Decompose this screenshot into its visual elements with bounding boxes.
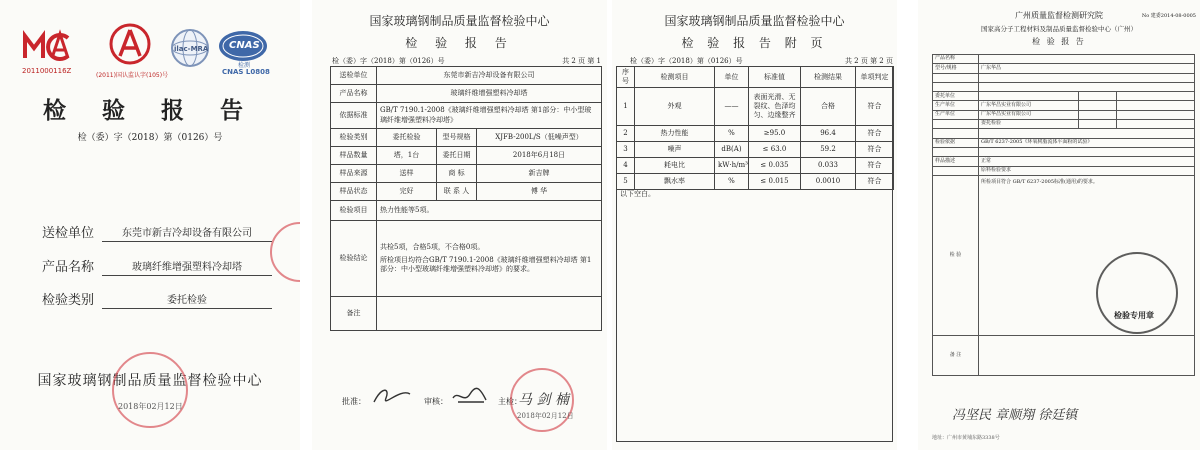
cover-product-label: 产品名称 [42, 260, 95, 275]
gz-value: 广东华昌实业有限公司 [979, 101, 1079, 110]
cell: 4 [617, 158, 635, 174]
gz-signatures: 冯坚民 章顺翔 徐廷镇 [952, 408, 1078, 423]
conclusion-line-1: 共检5项，合格5项，不合格0项。 [380, 242, 485, 251]
cell: 符合 [856, 126, 894, 142]
gz-label [933, 82, 979, 91]
cell: 热力性能 [635, 126, 715, 142]
cell: dB(A) [715, 142, 749, 158]
conclusion-line-2: 所检项目均符合GB/T 7190.1-2008《玻璃纤维增强塑料冷却塔 第1部分：中小型玻璃纤维增强塑料冷却塔》的要求。 [380, 255, 592, 274]
contact-label: 联 系 人 [437, 183, 477, 201]
remark-label: 备注 [331, 297, 377, 331]
col-header: 序号 [617, 67, 635, 88]
cell: ≤ 0.015 [749, 174, 801, 190]
cell: 噪声 [635, 142, 715, 158]
gz-value [979, 73, 1195, 82]
cover-title: 检 验 报 告 [42, 97, 258, 124]
items-value: 热力性能等5项。 [377, 201, 602, 221]
report-stamp-date: 2018年02月12日 [517, 412, 574, 420]
gz-label [933, 166, 979, 175]
appendix-page: 共 2 页 第 2 页 [844, 57, 893, 65]
gz-label: 产品名称 [933, 55, 979, 64]
gz-value [979, 147, 1195, 156]
col-header: 单位 [715, 67, 749, 88]
cell: 符合 [856, 88, 894, 126]
gz-remark-label: 备 注 [933, 335, 979, 375]
gz-value: GB/T 6237-2005《环氧树脂流体平面粉的试验》 [979, 138, 1195, 147]
cell: 表面光滑、无裂纹、色泽均匀、边缘整齐 [749, 88, 801, 126]
gz-value: 委托检验 [979, 120, 1079, 129]
remark-value [377, 297, 602, 331]
appendix-table [616, 66, 894, 190]
tester-signature: 马 剑 楠 [518, 392, 569, 408]
product-label: 产品名称 [331, 85, 377, 103]
gz-conclusion-text: 所检项目符合 GB/T 6237-2005标准(通用)的要求。 [979, 175, 1195, 335]
cover-date: 2018年02月12日 [118, 402, 183, 411]
cell: 3 [617, 142, 635, 158]
red-stamp [270, 222, 300, 282]
cell: —— [715, 88, 749, 126]
cell: 耗电比 [635, 158, 715, 174]
report-organization: 国家玻璃钢制品质量监督检验中心 [369, 14, 550, 28]
gz-label [933, 120, 979, 129]
cover-client-value: 东莞市新吉冷却设备有限公司 [102, 224, 272, 242]
report-cover [0, 0, 300, 450]
col-header: 单项判定 [856, 67, 894, 88]
gz-value [979, 82, 1195, 91]
report-title: 检 验 报 告 [405, 36, 514, 50]
report-appendix [612, 0, 897, 450]
cover-organization: 国家玻璃钢制品质量监督检验中心 [37, 373, 263, 389]
black-stamp [1096, 252, 1178, 334]
gz-stamp-text: 检验专用章 [1114, 310, 1154, 320]
cell: 1 [617, 88, 635, 126]
cell: ≤ 0.035 [749, 158, 801, 174]
review-signature [450, 384, 490, 410]
cell: 2 [617, 126, 635, 142]
cnas-caption-2: CNAS L0808 [222, 68, 270, 76]
cover-product-value: 玻璃纤维增强塑料冷却塔 [102, 258, 272, 276]
cell: ≥95.0 [749, 126, 801, 142]
gz-value: 广东华昌 [979, 64, 1195, 73]
items-label: 检验项目 [331, 201, 377, 221]
cell: 0.033 [801, 158, 856, 174]
review-label: 审核： [424, 397, 448, 406]
cell: 符合 [856, 174, 894, 190]
approve-label: 批准： [342, 397, 366, 406]
commission-date-label: 委托日期 [437, 147, 477, 165]
state-value: 完好 [377, 183, 437, 201]
gz-label [933, 73, 979, 82]
gz-label: 生产单位 [933, 101, 979, 110]
cal-logo [108, 22, 152, 66]
cell: 外观 [635, 88, 715, 126]
inspection-report [312, 0, 607, 450]
gz-institute: 广州质量监督检测研究院 [1015, 11, 1103, 20]
conclusion-label: 检验结论 [331, 221, 377, 297]
gz-label: 委托单位 [933, 92, 979, 101]
cell: % [715, 126, 749, 142]
cover-client-label: 送检单位 [42, 226, 95, 241]
client-label: 送检单位 [331, 67, 377, 85]
cell: 59.2 [801, 142, 856, 158]
guangzhou-report [918, 0, 1200, 450]
col-header: 检测结果 [801, 67, 856, 88]
cell: 5 [617, 174, 635, 190]
gz-label [933, 147, 979, 156]
gz-label: 型号/规格 [933, 64, 979, 73]
gz-footer: 地址：广州市黄埔东路3338号 [932, 435, 1000, 441]
category-value: 委托检验 [377, 129, 437, 147]
appendix-organization: 国家玻璃钢制品质量监督检验中心 [664, 14, 845, 28]
cover-category-label: 检验类别 [42, 293, 95, 308]
state-label: 样品状态 [331, 183, 377, 201]
col-header: 检测项目 [635, 67, 715, 88]
cover-report-number: 检（委）字（2018）第（0126）号 [77, 133, 223, 143]
cal-caption: (2011)国认监认字(105)号 [96, 72, 169, 79]
ilac-mra-text: ilac-MRA [174, 45, 209, 53]
cell: kW·h/m³ [715, 158, 749, 174]
gz-code: No 建委2014-08-0005 [1141, 13, 1196, 19]
gz-label: 样品描述 [933, 157, 979, 166]
cma-caption: 2011000116Z [22, 67, 72, 75]
gz-label: 生产单位 [933, 110, 979, 119]
table-row [617, 174, 894, 190]
cell: 符合 [856, 142, 894, 158]
quantity-label: 样品数量 [331, 147, 377, 165]
table-row [617, 88, 894, 126]
gz-subtitle: 国家高分子工程材料及制品质量监督检验中心（广州） [981, 25, 1137, 33]
red-stamp [112, 352, 188, 428]
red-stamp [510, 368, 574, 432]
brand-label: 商 标 [437, 165, 477, 183]
gz-value: 原料检验要求 [979, 166, 1195, 175]
col-header: 标准值 [749, 67, 801, 88]
gz-value [979, 92, 1079, 101]
cell: 96.4 [801, 126, 856, 142]
commission-date-value: 2018年6月18日 [477, 147, 602, 165]
gz-label: 检验依据 [933, 138, 979, 147]
client-value: 东莞市新吉冷却设备有限公司 [377, 67, 602, 85]
model-label: 型号规格 [437, 129, 477, 147]
report-table [330, 66, 602, 331]
gz-conclusion-label: 检 验 [933, 175, 979, 335]
basis-label: 依据标准 [331, 103, 377, 129]
report-page: 共 2 页 第 1 [562, 57, 601, 65]
gz-value: 广东华昌实业有限公司 [979, 110, 1079, 119]
report-number: 检（委）字（2018）第（0126）号 [332, 57, 445, 65]
appendix-number: 检（委）字（2018）第（0126）号 [630, 57, 743, 65]
gz-value [979, 55, 1195, 64]
brand-value: 新吉牌 [477, 165, 602, 183]
contact-value: 傅 华 [477, 183, 602, 201]
appendix-title: 检 验 报 告 附 页 [681, 36, 828, 50]
product-value: 玻璃纤维增强塑料冷却塔 [377, 85, 602, 103]
source-value: 送样 [377, 165, 437, 183]
table-row [617, 126, 894, 142]
gz-title: 检 验 报 告 [1032, 37, 1086, 46]
basis-value: GB/T 7190.1-2008《玻璃纤维增强塑料冷却塔 第1部分：中小型玻璃纤维增强塑料冷却塔》 [377, 103, 602, 129]
table-row [617, 158, 894, 174]
cell: 符合 [856, 158, 894, 174]
cell: 合格 [801, 88, 856, 126]
category-label: 检验类别 [331, 129, 377, 147]
model-value: XJFB-200L/S（低噪声型） [477, 129, 602, 147]
cnas-caption-1: 检测 [238, 62, 251, 69]
cell: 飘水率 [635, 174, 715, 190]
cell: 0.0010 [801, 174, 856, 190]
quantity-value: 塔，1台 [377, 147, 437, 165]
cover-category-value: 委托检验 [102, 291, 272, 309]
cell: % [715, 174, 749, 190]
cell: ≤ 63.0 [749, 142, 801, 158]
conclusion-cell [377, 221, 602, 297]
blank-note: 以下空白。 [620, 190, 655, 198]
tester-label: 主检： [498, 397, 522, 406]
cma-logo [22, 28, 74, 64]
table-row [617, 142, 894, 158]
gz-value [979, 129, 1195, 138]
gz-value: 正常 [979, 157, 1195, 166]
gz-label [933, 129, 979, 138]
approve-signature [372, 384, 412, 410]
source-label: 样品来源 [331, 165, 377, 183]
cnas-text: CNAS [229, 40, 260, 51]
